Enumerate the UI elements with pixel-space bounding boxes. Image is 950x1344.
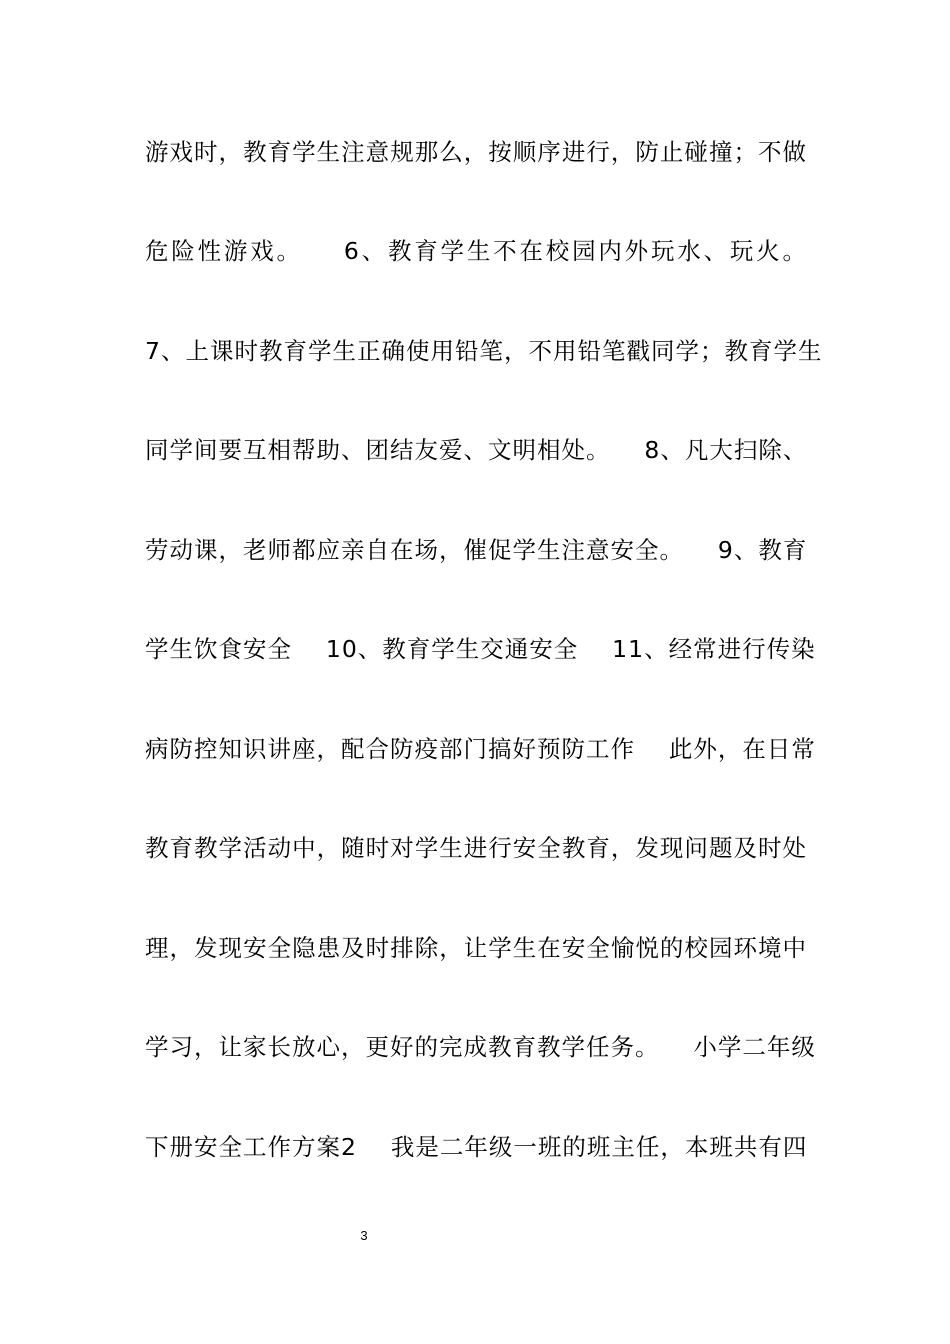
body-text-line: 7、上课时教育学生正确使用铅笔，不用铅笔戳同学；教育学生 [145,337,823,365]
body-text-line: 下册安全工作方案2 我是二年级一班的班主任，本班共有四 [145,1133,808,1161]
body-text-line: 教育教学活动中，随时对学生进行安全教育，发现问题及时处 [145,834,807,862]
body-text-line: 病防控知识讲座，配合防疫部门搞好预防工作 此外，在日常 [145,735,816,763]
body-text-line: 学习，让家长放心，更好的完成教育教学任务。 小学二年级 [145,1033,816,1061]
body-text-line: 游戏时，教育学生注意规那么，按顺序进行，防止碰撞；不做 [145,138,807,166]
body-text-line: 劳动课，老师都应亲自在场，催促学生注意安全。 9、教育 [145,536,808,564]
body-text-line: 危险性游戏。 6、教育学生不在校园内外玩水、玩火。 [145,237,807,265]
body-text-line: 理，发现安全隐患及时排除，让学生在安全愉悦的校园环境中 [145,934,807,962]
page-number: 3 [360,1228,368,1243]
body-text-line: 同学间要互相帮助、团结友爱、文明相处。 8、凡大扫除、 [145,436,808,464]
body-text-line: 学生饮食安全 10、教育学生交通安全 11、经常进行传染 [145,635,816,663]
